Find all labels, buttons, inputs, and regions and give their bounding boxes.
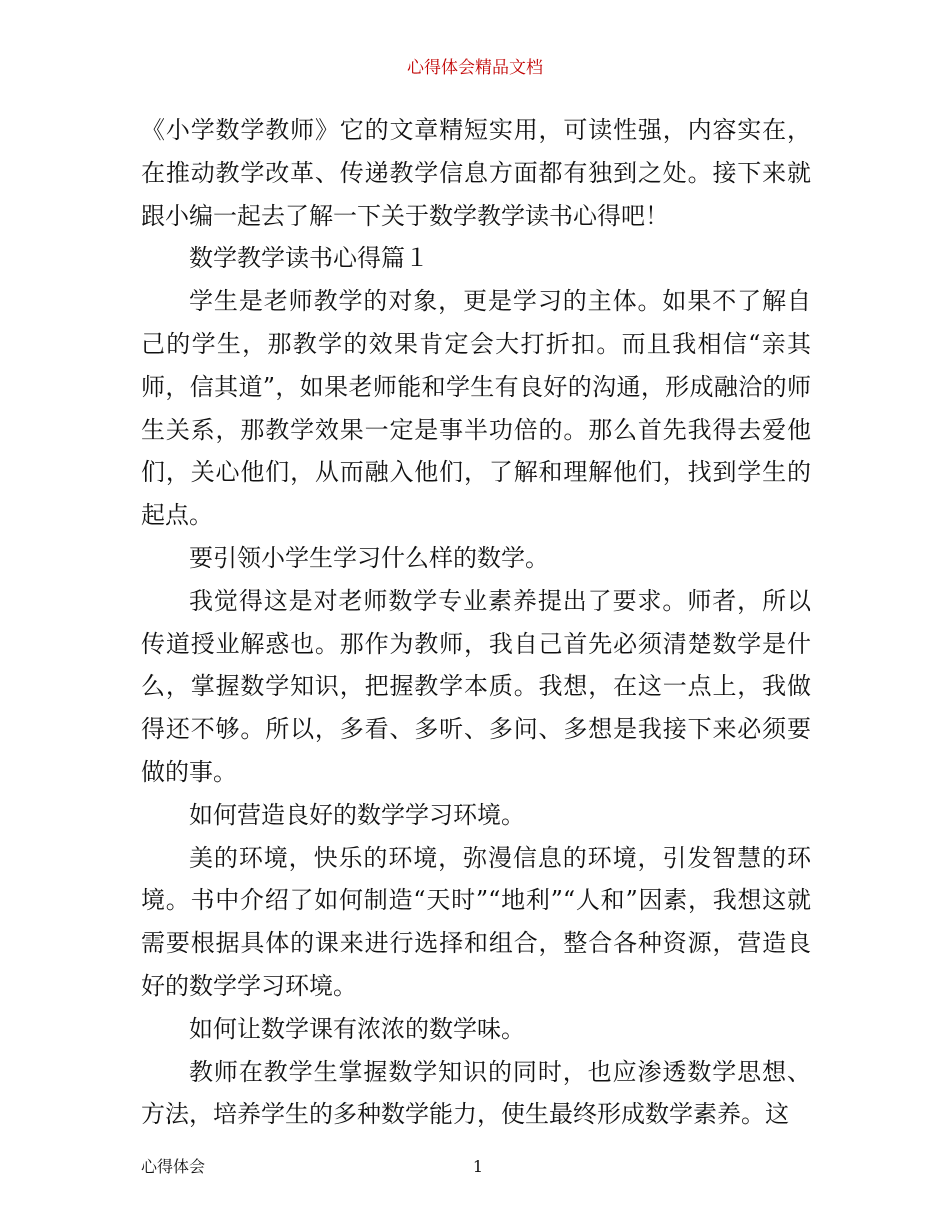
document-header-title: 心得体会精品文档 — [407, 58, 543, 78]
section-heading: 数学教学读书心得篇１ — [189, 244, 429, 273]
body-paragraph: 学生是老师教学的对象，更是学习的主体。如果不了解自己的学生，那教学的效果肯定会大打折扣。而且我相信“亲其师，信其道”，如果老师能和学生有良好的沟通，形成融洽的师生关系，那教学效果一定是事半功倍的。那么首先我得去爱他们，关心他们，从而融入他们，了解和理解他们，找到学生的起点。 — [141, 287, 811, 530]
body-paragraph: 我觉得这是对老师数学专业素养提出了要求。师者，所以传道授业解惑也。那作为教师，我自己首先必须清楚数学是什么，掌握数学知识，把握教学本质。我想，在这一点上，我做得还不够。所以，多看、多听、多问、多想是我接下来必须要做的事。 — [141, 586, 811, 786]
subheading-paragraph: 如何让数学课有浓浓的数学味。 — [189, 1014, 525, 1043]
page-number: 1 — [472, 1157, 484, 1176]
body-paragraph: 美的环境，快乐的环境，弥漫信息的环境，引发智慧的环境。书中介绍了如何制造“天时”“地利”“人和”因素，我想这就需要根据具体的课来进行选择和组合，整合各种资源，营造良好的数学学习环境。 — [141, 843, 811, 1000]
document-body — [141, 109, 811, 1136]
subheading-paragraph: 如何营造良好的数学学习环境。 — [189, 800, 525, 829]
footer-label: 心得体会 — [141, 1157, 206, 1176]
subheading-paragraph: 要引领小学生学习什么样的数学。 — [189, 543, 549, 572]
intro-paragraph: 《小学数学教师》它的文章精短实用，可读性强，内容实在，在推动教学改革、传递教学信息方面都有独到之处。接下来就跟小编一起去了解一下关于数学教学读书心得吧！ — [141, 116, 811, 230]
body-paragraph: 教师在教学生掌握数学知识的同时，也应渗透数学思想、方法，培养学生的多种数学能力，使生最终形成数学素养。这 — [141, 1057, 811, 1129]
